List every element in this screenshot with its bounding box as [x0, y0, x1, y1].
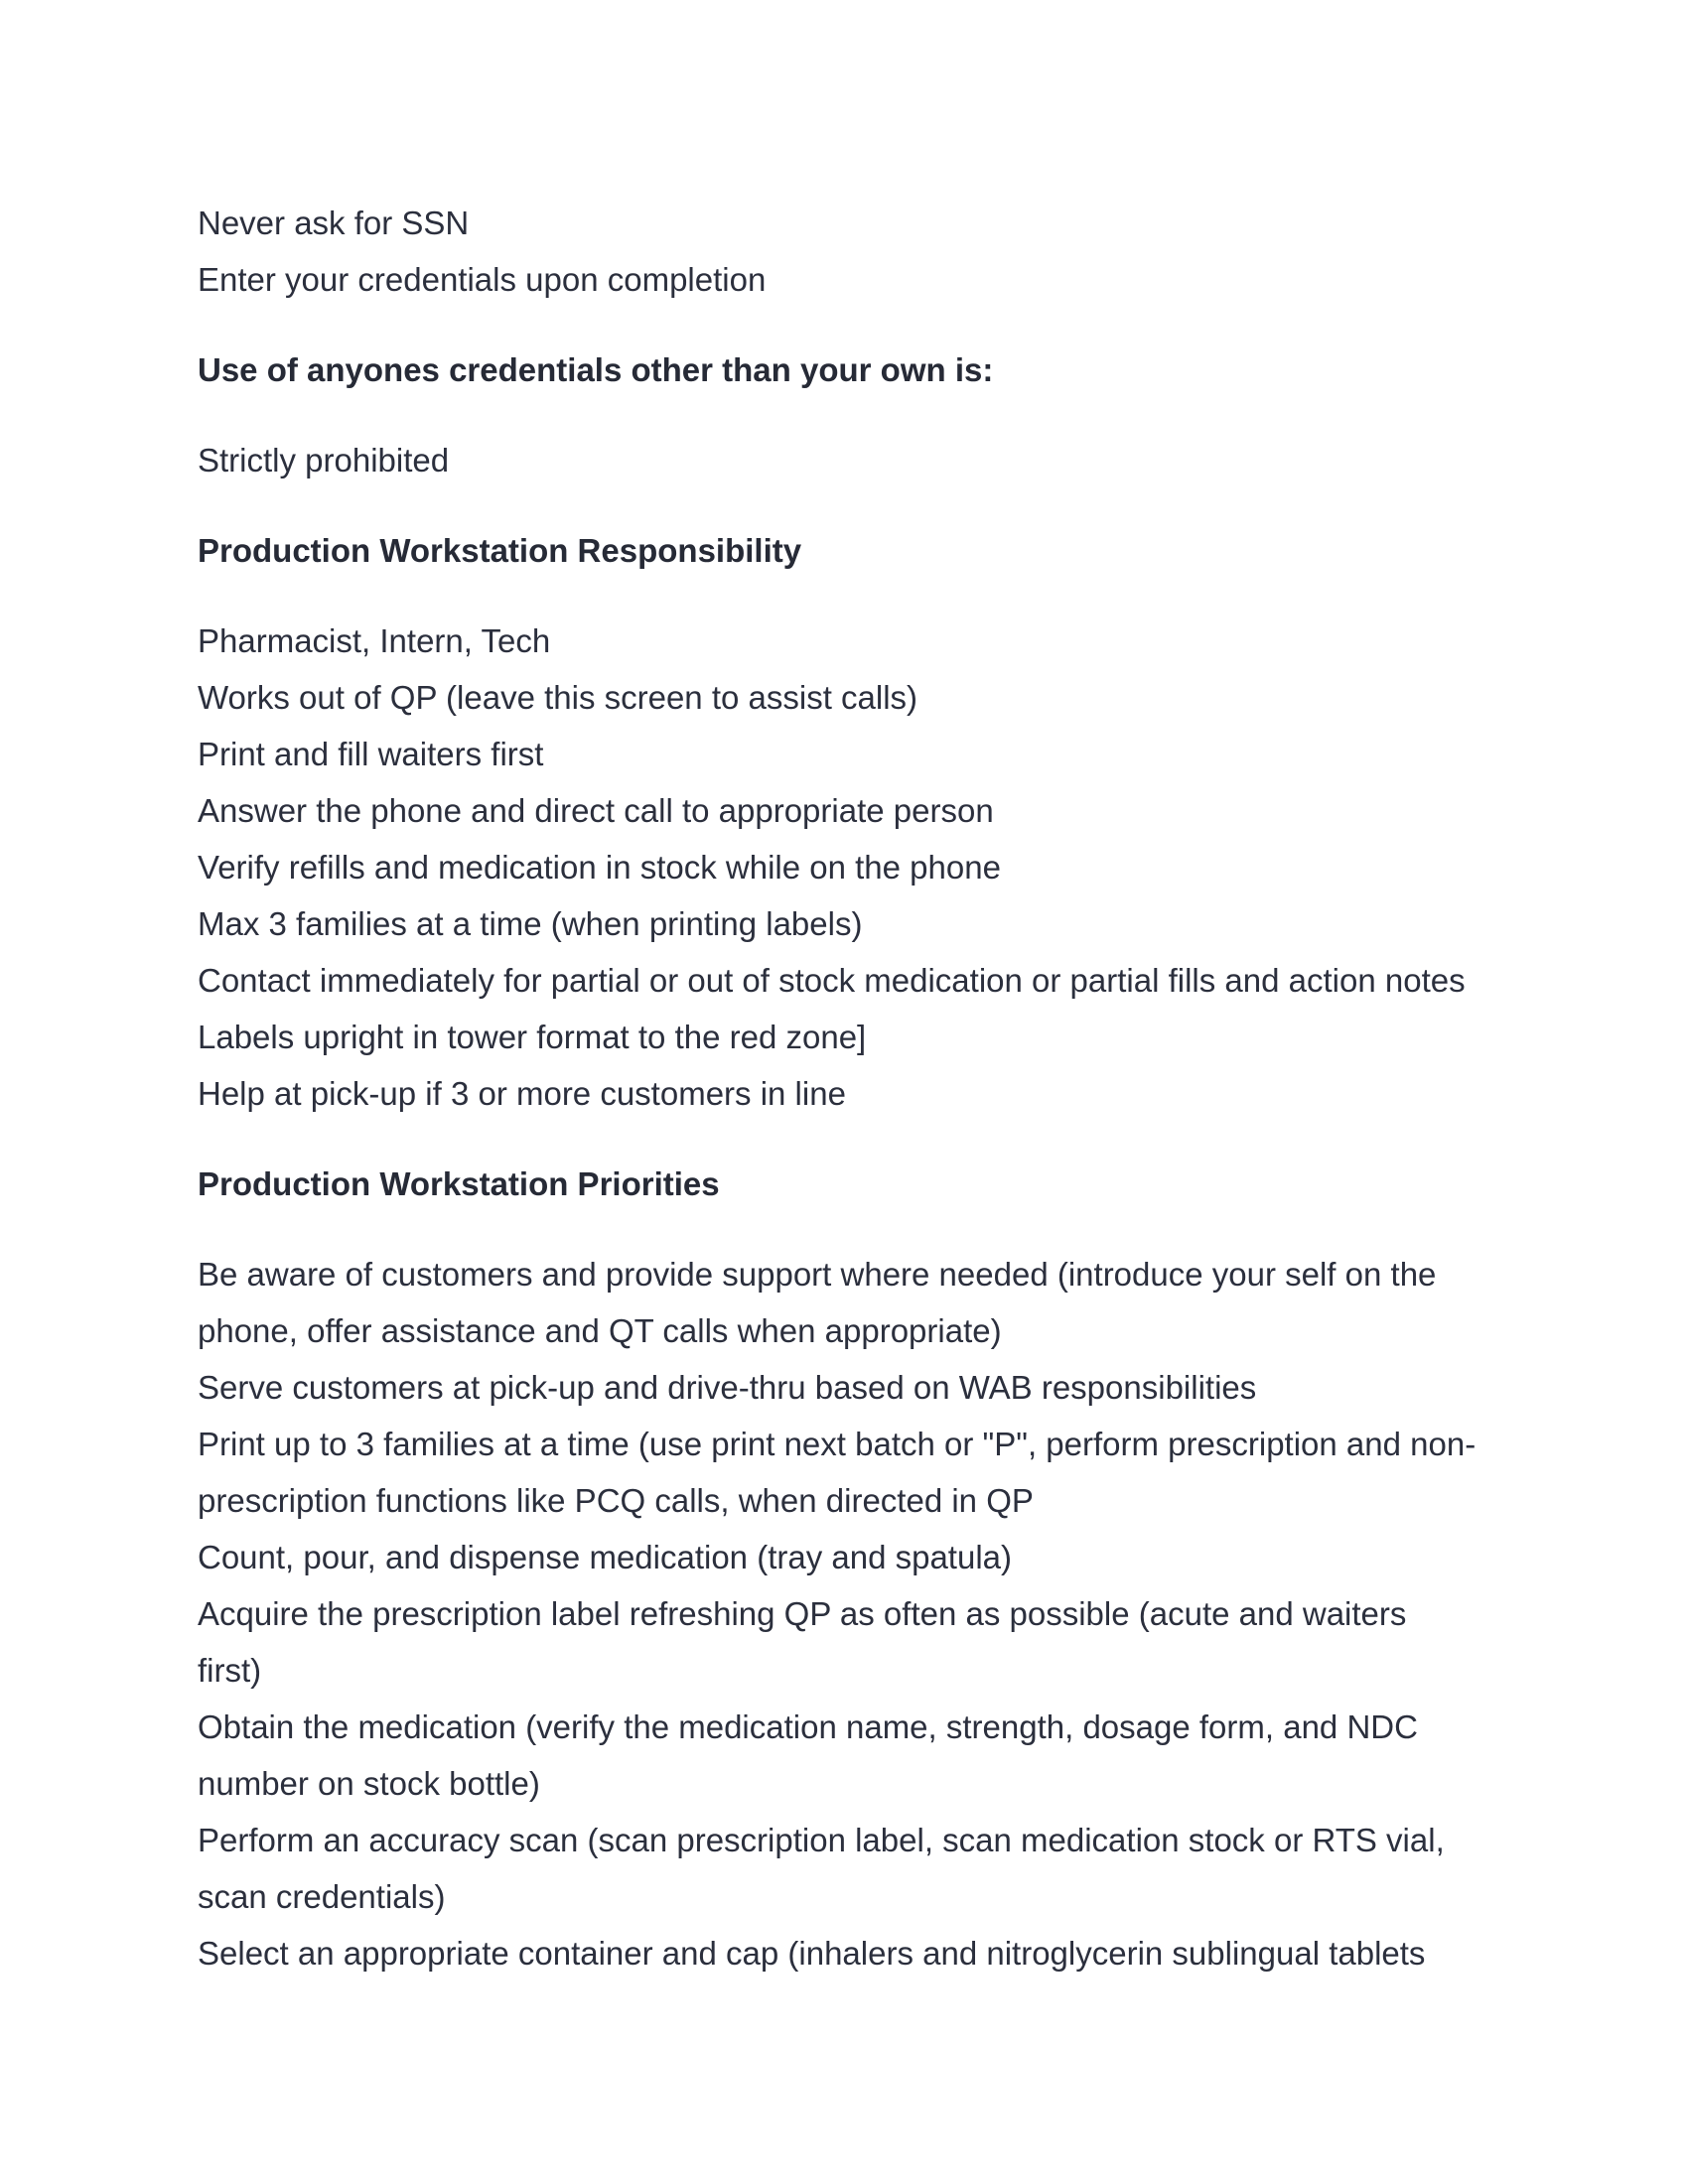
document-content: [198, 195, 1508, 1981]
list-item: Print and fill waiters first: [198, 736, 544, 772]
credentials-heading: Use of anyones credentials other than your own is:: [198, 351, 994, 388]
list-item: Select an appropriate container and cap (inhalers and nitroglycerin sublingual tablets: [198, 1935, 1426, 1972]
list-item: Labels upright in tower format to the red zone]: [198, 1019, 867, 1055]
priorities-heading: Production Workstation Priorities: [198, 1165, 720, 1202]
list-item: Pharmacist, Intern, Tech: [198, 622, 551, 659]
intro-line: Never ask for SSN: [198, 205, 470, 241]
priorities-list: [198, 1246, 1508, 1981]
list-item: Help at pick-up if 3 or more customers in line: [198, 1075, 846, 1112]
credentials-answer: Strictly prohibited: [198, 442, 450, 478]
intro-line: Enter your credentials upon completion: [198, 261, 767, 298]
list-item: Answer the phone and direct call to appropriate person: [198, 792, 994, 829]
list-item: Obtain the medication (verify the medication name, strength, dosage form, and NDC number on stock bottle): [198, 1708, 1418, 1802]
list-item: Acquire the prescription label refreshing QP as often as possible (acute and waiters first): [198, 1595, 1407, 1689]
responsibility-list: [198, 613, 1508, 1122]
list-item: Contact immediately for partial or out of stock medication or partial fills and action notes: [198, 962, 1466, 999]
list-item: Verify refills and medication in stock while on the phone: [198, 849, 1001, 886]
list-item: Works out of QP (leave this screen to assist calls): [198, 679, 918, 716]
responsibility-heading: Production Workstation Responsibility: [198, 532, 802, 569]
list-item: Serve customers at pick-up and drive-thru based on WAB responsibilities: [198, 1369, 1257, 1406]
list-item: Be aware of customers and provide support where needed (introduce your self on the phone, offer assistance and QT calls when appropriate): [198, 1256, 1437, 1349]
list-item: Print up to 3 families at a time (use print next batch or "P", perform prescription and non-prescription functions like PCQ calls, when directed in QP: [198, 1426, 1477, 1519]
list-item: Max 3 families at a time (when printing labels): [198, 905, 863, 942]
list-item: Count, pour, and dispense medication (tray and spatula): [198, 1539, 1013, 1575]
list-item: Perform an accuracy scan (scan prescription label, scan medication stock or RTS vial, scan credentials): [198, 1822, 1445, 1915]
